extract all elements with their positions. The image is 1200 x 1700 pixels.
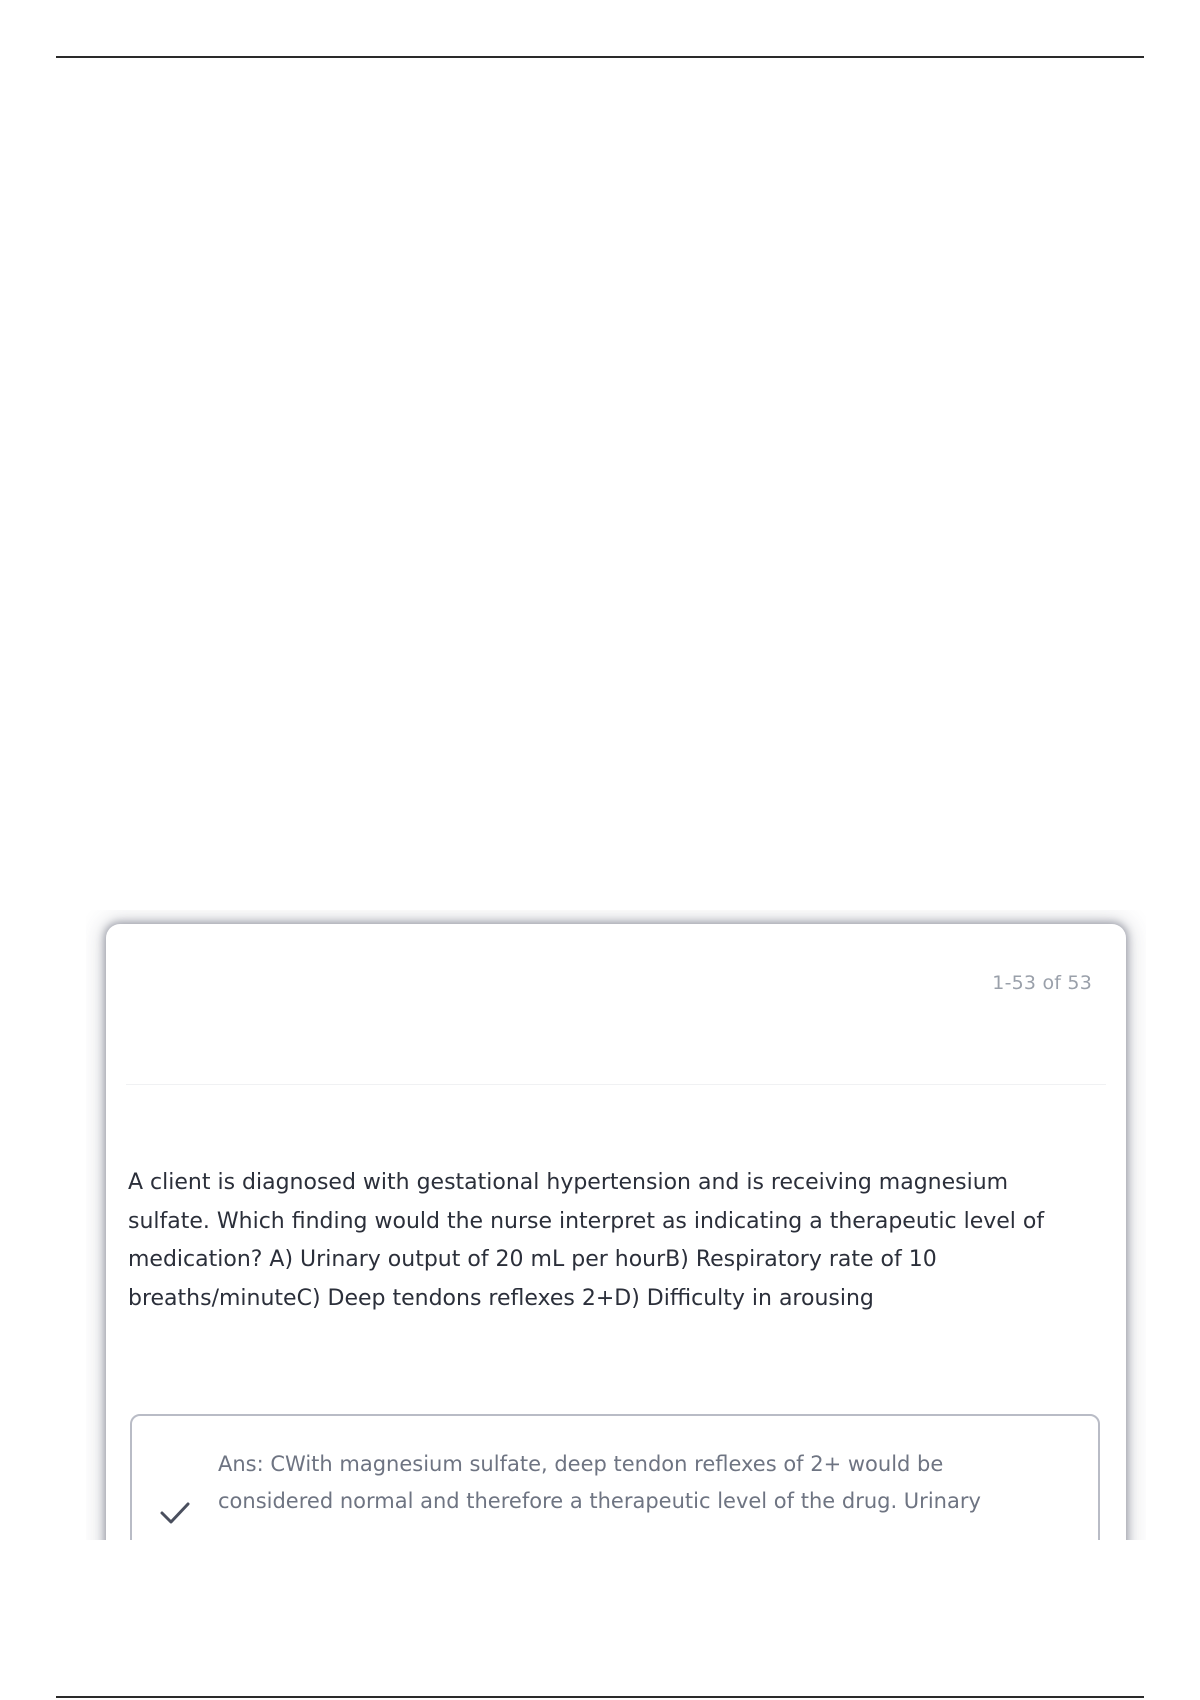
page-top-rule (56, 56, 1144, 58)
question-text: A client is diagnosed with gestational hypertension and is receiving magnesium sulfate. Which finding would the nurse interpret as indicating a therapeutic level of medication? A) Urinary output of 20 mL per hourB) Respiratory rate of 10 breaths/minuteC) Deep tendons reflexes 2+D) Difficulty in arousing (128, 1170, 1045, 1311)
answer-text: Ans: CWith magnesium sulfate, deep tendon reflexes of 2+ would be considered normal and therefore a therapeutic level of the drug. Urinary (218, 1452, 981, 1513)
answer-option[interactable] (130, 1414, 1100, 1540)
card-counter: 1-53 of 53 (992, 972, 1092, 994)
card-divider (126, 1084, 1106, 1085)
flashcard-viewport (86, 910, 1146, 1540)
page-bottom-rule (56, 1696, 1144, 1698)
check-icon (158, 1496, 192, 1530)
flashcard (106, 924, 1126, 1540)
